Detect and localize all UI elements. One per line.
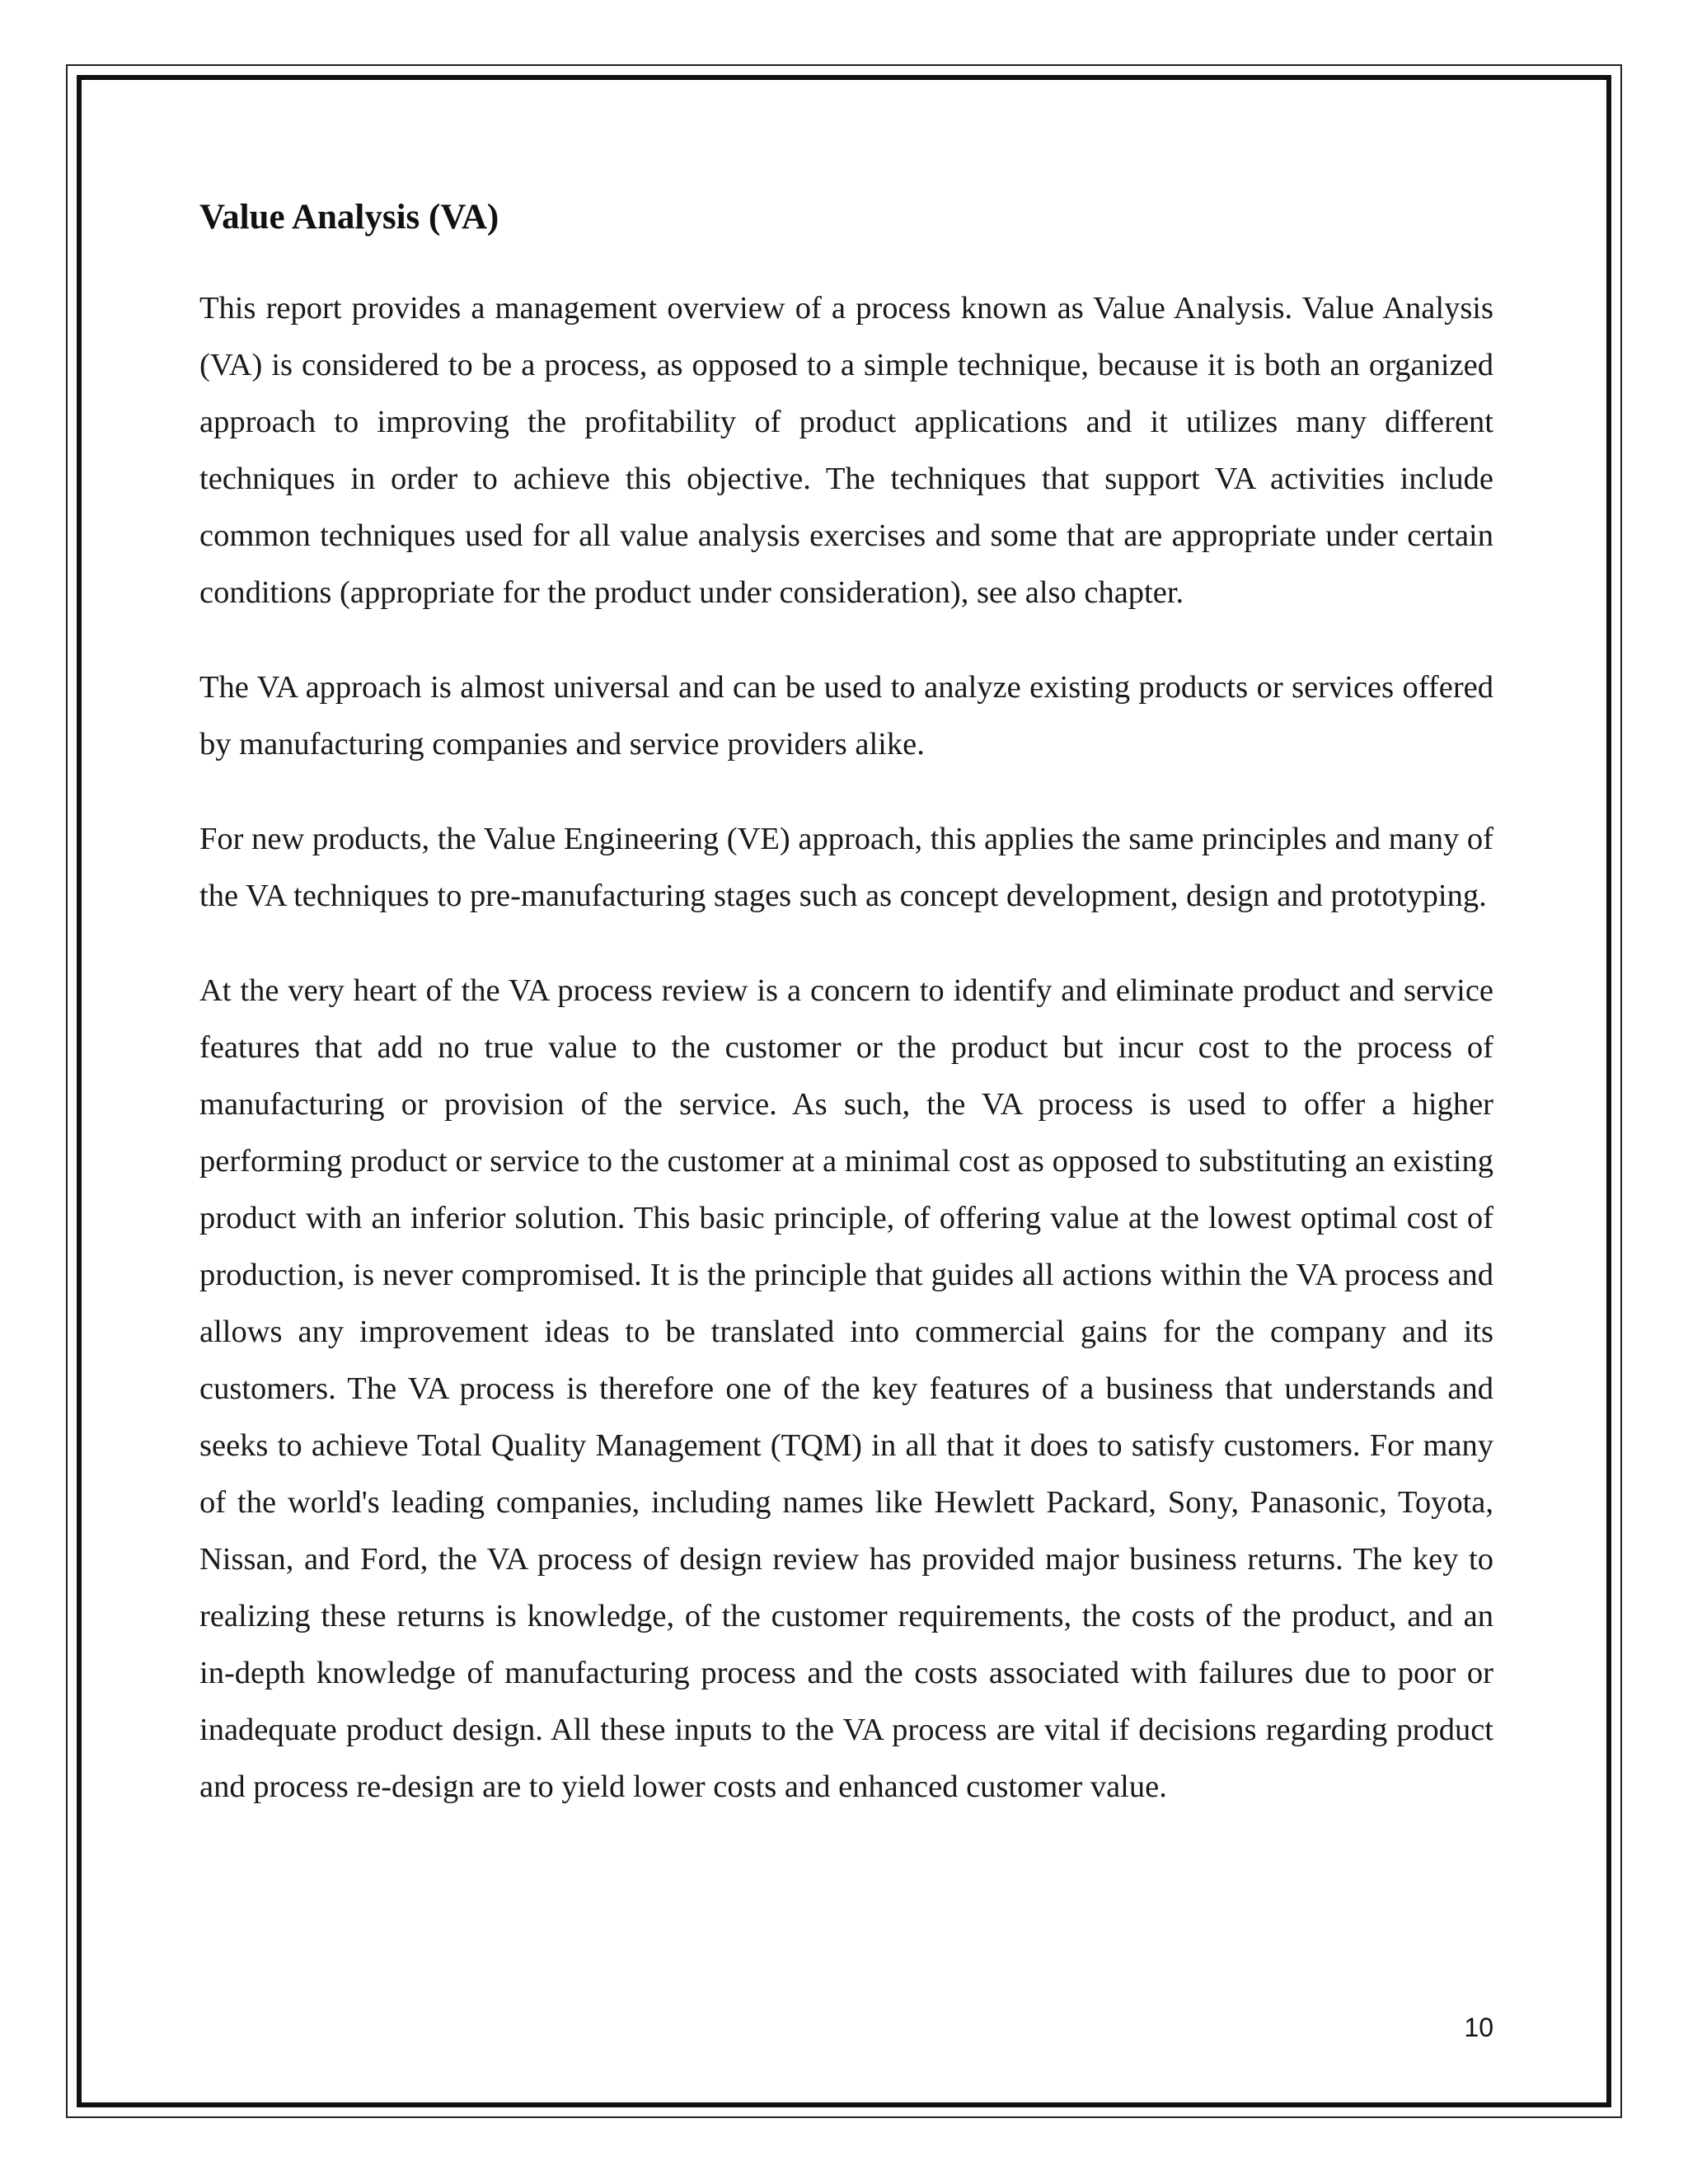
paragraph-value-engineering: For new products, the Value Engineering (VE) approach, this applies the same principles and many of the VA techniques to pre-manufacturing stages such as concept development, design and prototyping. <box>199 822 1493 913</box>
paragraph-intro: This report provides a management overview of a process known as Value Analysis. Value Analysis (VA) is considered to be a process, as opposed to a simple technique, because it is both an organized approach to improving the profitability of product applications and it utilizes many different techniques in order to achieve this objective. The techniques that support VA activities include common techniques used for all value analysis exercises and some that are appropriate under certain conditions (appropriate for the product under consideration), see also chapter. <box>199 291 1493 610</box>
paragraph-principles: At the very heart of the VA process review is a concern to identify and eliminate product and service features that add no true value to the customer or the product but incur cost to the process of manufacturing or provision of the service. As such, the VA process is used to offer a higher performing product or service to the customer at a minimal cost as opposed to substituting an existing product with an inferior solution. This basic principle, of offering value at the lowest optimal cost of production, is never compromised. It is the principle that guides all actions within the VA process and allows any improvement ideas to be translated into commercial gains for the company and its customers. The VA process is therefore one of the key features of a business that understands and seeks to achieve Total Quality Management (TQM) in all that it does to satisfy customers. For many of the world's leading companies, including names like Hewlett Packard, Sony, Panasonic, Toyota, Nissan, and Ford, the VA process of design review has provided major business returns. The key to realizing these returns is knowledge, of the customer requirements, the costs of the product, and an in-depth knowledge of manufacturing process and the costs associated with failures due to poor or inadequate product design. All these inputs to the VA process are vital if decisions regarding product and process re-design are to yield lower costs and enhanced customer value. <box>199 973 1493 1804</box>
section-title: Value Analysis (VA) <box>199 198 499 237</box>
paragraph-approach: The VA approach is almost universal and can be used to analyze existing products or services offered by manufacturing companies and service providers alike. <box>199 670 1493 762</box>
page-number: 10 <box>1464 2013 1493 2042</box>
page-content <box>199 196 1493 1854</box>
